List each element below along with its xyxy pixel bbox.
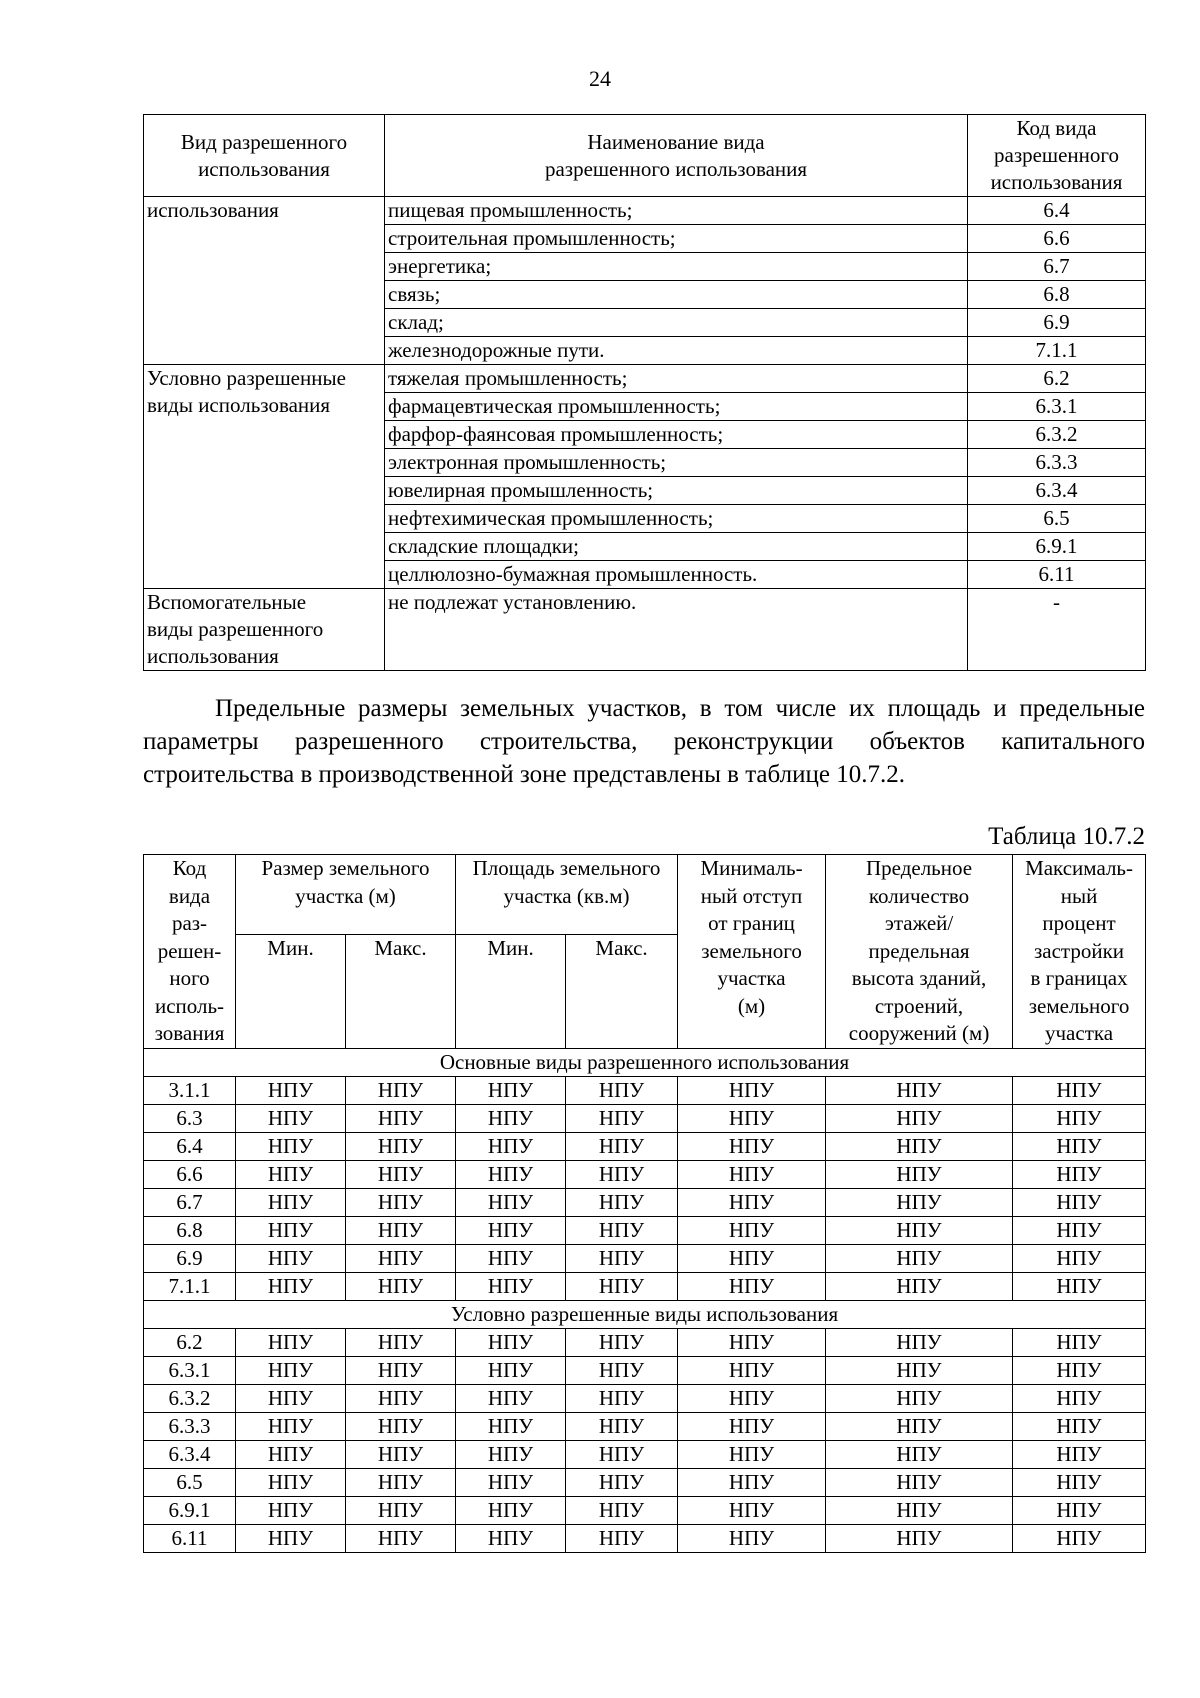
page-number: 24 — [589, 66, 611, 91]
header-max: Макс. — [566, 934, 678, 1048]
header-floors-line: количество — [868, 883, 970, 908]
row-value: НПУ — [826, 1356, 1013, 1384]
row-value: НПУ — [236, 1160, 346, 1188]
row-value: НПУ — [566, 1132, 678, 1160]
row-value: НПУ — [566, 1496, 678, 1524]
row-value: НПУ — [346, 1132, 456, 1160]
header-setback — [678, 855, 826, 1049]
table-row — [144, 1356, 1146, 1384]
row-value: НПУ — [566, 1076, 678, 1104]
table-row — [144, 1244, 1146, 1272]
row-code: 6.9.1 — [144, 1496, 236, 1524]
group-label — [144, 197, 385, 365]
row-value: НПУ — [678, 1132, 826, 1160]
row-value: НПУ — [456, 1132, 566, 1160]
table-row — [144, 1384, 1146, 1412]
row-value: НПУ — [346, 1468, 456, 1496]
row-value: НПУ — [346, 1524, 456, 1552]
row-value: НПУ — [678, 1160, 826, 1188]
header-code-line: вида — [168, 883, 211, 908]
table-row — [144, 1160, 1146, 1188]
row-code: 6.8 — [144, 1216, 236, 1244]
row-value: НПУ — [566, 1524, 678, 1552]
row-value: НПУ — [346, 1356, 456, 1384]
row-value: НПУ — [236, 1356, 346, 1384]
use-code: 6.6 — [968, 225, 1146, 253]
header-coverage-line: Максималь- — [1025, 856, 1133, 880]
row-value: НПУ — [346, 1216, 456, 1244]
row-value: НПУ — [678, 1468, 826, 1496]
row-value: НПУ — [346, 1440, 456, 1468]
section-row — [144, 1300, 1146, 1328]
table-row — [144, 197, 1146, 225]
row-value: НПУ — [1013, 1244, 1146, 1272]
table-row — [144, 1272, 1146, 1300]
use-name: энергетика; — [385, 253, 968, 281]
row-value: НПУ — [678, 1412, 826, 1440]
use-name: электронная промышленность; — [385, 449, 968, 477]
row-value: НПУ — [566, 1328, 678, 1356]
row-value: НПУ — [456, 1356, 566, 1384]
row-value: НПУ — [236, 1328, 346, 1356]
row-value: НПУ — [826, 1440, 1013, 1468]
use-code: 6.7 — [968, 253, 1146, 281]
row-value: НПУ — [566, 1160, 678, 1188]
row-value: НПУ — [456, 1412, 566, 1440]
header-setback-line: от границ — [708, 911, 795, 935]
row-value: НПУ — [346, 1272, 456, 1300]
permitted-use-table — [143, 114, 1146, 671]
use-name: фарфор-фаянсовая промышленность; — [385, 421, 968, 449]
row-value: НПУ — [566, 1188, 678, 1216]
row-value: НПУ — [826, 1160, 1013, 1188]
use-name: тяжелая промышленность; — [385, 365, 968, 393]
table-row — [144, 1440, 1146, 1468]
row-code: 6.5 — [144, 1468, 236, 1496]
use-code: 6.8 — [968, 281, 1146, 309]
table-row — [144, 1468, 1146, 1496]
row-value: НПУ — [826, 1328, 1013, 1356]
header-use-code-line: Код вида — [1016, 116, 1097, 140]
header-code-line: ного — [169, 966, 210, 990]
table-row — [144, 1328, 1146, 1356]
header-plot-area-line: Площадь земельного — [472, 856, 661, 880]
row-value: НПУ — [456, 1440, 566, 1468]
table-row — [144, 1188, 1146, 1216]
header-coverage — [1013, 855, 1146, 1049]
header-coverage-line: в границах — [1030, 966, 1128, 990]
row-value: НПУ — [826, 1244, 1013, 1272]
row-value: НПУ — [1013, 1188, 1146, 1216]
header-plot-area-line: участка (кв.м) — [503, 883, 630, 908]
row-code: 6.11 — [144, 1524, 236, 1552]
use-code: 6.5 — [968, 505, 1146, 533]
row-value: НПУ — [1013, 1440, 1146, 1468]
row-value: НПУ — [826, 1412, 1013, 1440]
use-code: 6.3.4 — [968, 477, 1146, 505]
row-value: НПУ — [236, 1496, 346, 1524]
header-floors-line: предельная — [868, 938, 970, 963]
row-value: НПУ — [236, 1468, 346, 1496]
row-value: НПУ — [456, 1272, 566, 1300]
row-value: НПУ — [456, 1104, 566, 1132]
row-value: НПУ — [566, 1272, 678, 1300]
row-value: НПУ — [826, 1272, 1013, 1300]
use-code: 6.3.2 — [968, 421, 1146, 449]
row-value: НПУ — [456, 1188, 566, 1216]
row-code: 3.1.1 — [144, 1076, 236, 1104]
row-value: НПУ — [826, 1496, 1013, 1524]
use-name: железнодорожные пути. — [385, 337, 968, 365]
row-value: НПУ — [346, 1160, 456, 1188]
header-min: Мин. — [236, 934, 346, 1048]
row-code: 6.3.3 — [144, 1412, 236, 1440]
row-value: НПУ — [566, 1244, 678, 1272]
row-value: НПУ — [1013, 1076, 1146, 1104]
row-value: НПУ — [346, 1496, 456, 1524]
row-value: НПУ — [346, 1244, 456, 1272]
header-setback-line: земельного — [701, 938, 802, 963]
row-value: НПУ — [826, 1104, 1013, 1132]
use-code: 6.11 — [968, 561, 1146, 589]
row-value: НПУ — [678, 1272, 826, 1300]
use-code: - — [968, 589, 1146, 671]
row-value: НПУ — [1013, 1132, 1146, 1160]
row-value: НПУ — [566, 1216, 678, 1244]
row-code: 7.1.1 — [144, 1272, 236, 1300]
table-row — [144, 1104, 1146, 1132]
section-row — [144, 1048, 1146, 1076]
row-value: НПУ — [566, 1384, 678, 1412]
paragraph-text: Предельные размеры земельных участков, в том числе их площадь и предельные параметры разрешенного строительства, реконструкции объектов капитального строительства в производственной зоне представлены в таблице 10.7.2. — [143, 695, 1145, 788]
row-code: 6.2 — [144, 1328, 236, 1356]
row-value: НПУ — [346, 1188, 456, 1216]
row-value: НПУ — [678, 1216, 826, 1244]
body-paragraph — [143, 692, 1145, 791]
row-value: НПУ — [346, 1076, 456, 1104]
row-value: НПУ — [826, 1384, 1013, 1412]
row-value: НПУ — [826, 1132, 1013, 1160]
use-name: нефтехимическая промышленность; — [385, 505, 968, 533]
row-value: НПУ — [826, 1076, 1013, 1104]
table-row — [144, 1076, 1146, 1104]
table-row — [144, 1524, 1146, 1552]
table-caption: Таблица 10.7.2 — [988, 823, 1145, 850]
row-value: НПУ — [566, 1412, 678, 1440]
header-use-name-line: разрешенного использования — [544, 156, 808, 181]
row-value: НПУ — [456, 1244, 566, 1272]
row-value: НПУ — [678, 1076, 826, 1104]
row-value: НПУ — [456, 1496, 566, 1524]
group-label-line: Условно разрешенные — [147, 366, 346, 390]
header-setback-line: Минималь- — [700, 856, 803, 880]
header-setback-line: ный отступ — [700, 883, 803, 908]
header-plot-size-line: участка (м) — [295, 883, 396, 908]
row-value: НПУ — [1013, 1468, 1146, 1496]
table-row — [144, 589, 1146, 671]
row-value: НПУ — [826, 1188, 1013, 1216]
table-row — [144, 1412, 1146, 1440]
row-value: НПУ — [678, 1328, 826, 1356]
row-code: 6.6 — [144, 1160, 236, 1188]
table-row — [144, 1132, 1146, 1160]
row-value: НПУ — [456, 1328, 566, 1356]
table-row — [144, 1496, 1146, 1524]
row-value: НПУ — [236, 1440, 346, 1468]
row-code: 6.3.4 — [144, 1440, 236, 1468]
group-label-line: Вспомогательные — [147, 590, 307, 614]
header-use-code — [968, 115, 1146, 197]
row-value: НПУ — [456, 1216, 566, 1244]
row-value: НПУ — [1013, 1328, 1146, 1356]
use-name: фармацевтическая промышленность; — [385, 393, 968, 421]
row-value: НПУ — [456, 1384, 566, 1412]
row-value: НПУ — [678, 1104, 826, 1132]
header-use-code-line: использования — [990, 170, 1123, 194]
use-code: 6.9 — [968, 309, 1146, 337]
header-min: Мин. — [456, 934, 566, 1048]
header-max: Макс. — [346, 934, 456, 1048]
row-value: НПУ — [678, 1384, 826, 1412]
use-code: 7.1.1 — [968, 337, 1146, 365]
use-code: 6.2 — [968, 365, 1146, 393]
use-name: не подлежат установлению. — [385, 589, 968, 671]
use-name: целлюлозно-бумажная промышленность. — [385, 561, 968, 589]
row-value: НПУ — [236, 1412, 346, 1440]
header-use-name-line: Наименование вида — [587, 129, 765, 154]
row-value: НПУ — [346, 1412, 456, 1440]
header-use-type-line: Вид разрешенного — [180, 129, 348, 154]
header-floors-line: высота зданий, — [851, 966, 987, 990]
header-code-line: раз- — [171, 911, 208, 935]
header-coverage-line: земельного — [1028, 993, 1130, 1018]
row-value: НПУ — [826, 1524, 1013, 1552]
row-value: НПУ — [678, 1244, 826, 1272]
row-value: НПУ — [346, 1384, 456, 1412]
header-row-1 — [144, 855, 1146, 935]
table-row — [144, 365, 1146, 393]
row-value: НПУ — [456, 1524, 566, 1552]
row-value: НПУ — [826, 1216, 1013, 1244]
use-code: 6.3.1 — [968, 393, 1146, 421]
group-label — [144, 589, 385, 671]
row-value: НПУ — [1013, 1160, 1146, 1188]
header-code-line: Код — [172, 856, 207, 880]
row-value: НПУ — [678, 1356, 826, 1384]
header-coverage-line: ный — [1060, 883, 1098, 908]
row-value: НПУ — [1013, 1496, 1146, 1524]
header-use-type-line: использования — [198, 156, 330, 181]
row-value: НПУ — [566, 1468, 678, 1496]
header-coverage-line: застройки — [1034, 938, 1125, 963]
header-use-code-line: разрешенного — [994, 143, 1119, 167]
header-code-line: зования — [154, 1021, 225, 1045]
header-code — [144, 855, 236, 1049]
row-value: НПУ — [678, 1440, 826, 1468]
header-use-name — [385, 115, 968, 197]
header-plot-size — [236, 855, 456, 935]
row-value: НПУ — [236, 1188, 346, 1216]
row-value: НПУ — [678, 1188, 826, 1216]
row-code: 6.7 — [144, 1188, 236, 1216]
row-value: НПУ — [236, 1524, 346, 1552]
group-label-line: использования — [147, 644, 279, 668]
section-title: Условно разрешенные виды использования — [144, 1300, 1146, 1328]
header-coverage-line: процент — [1042, 911, 1116, 935]
header-code-line: решен- — [157, 938, 222, 963]
header-floors-line: сооружений (м) — [848, 1021, 990, 1045]
row-code: 6.3.1 — [144, 1356, 236, 1384]
header-coverage-line: участка — [1044, 1021, 1114, 1045]
use-code: 6.9.1 — [968, 533, 1146, 561]
row-value: НПУ — [236, 1104, 346, 1132]
row-value: НПУ — [236, 1384, 346, 1412]
row-value: НПУ — [456, 1468, 566, 1496]
use-code: 6.4 — [968, 197, 1146, 225]
header-floors-line: этажей/ — [884, 911, 954, 935]
row-value: НПУ — [1013, 1104, 1146, 1132]
row-value: НПУ — [1013, 1524, 1146, 1552]
row-value: НПУ — [1013, 1216, 1146, 1244]
group-label-line: использования — [147, 198, 279, 222]
use-name: строительная промышленность; — [385, 225, 968, 253]
header-floors — [826, 855, 1013, 1049]
row-value: НПУ — [1013, 1356, 1146, 1384]
row-value: НПУ — [236, 1132, 346, 1160]
row-value: НПУ — [456, 1076, 566, 1104]
row-value: НПУ — [566, 1440, 678, 1468]
row-value: НПУ — [236, 1244, 346, 1272]
row-value: НПУ — [678, 1496, 826, 1524]
group-label — [144, 365, 385, 589]
row-value: НПУ — [236, 1076, 346, 1104]
header-floors-line: Предельное — [865, 856, 973, 880]
row-code: 6.4 — [144, 1132, 236, 1160]
use-name: складские площадки; — [385, 533, 968, 561]
use-name: склад; — [385, 309, 968, 337]
table-header-row — [144, 115, 1146, 197]
section-title: Основные виды разрешенного использования — [144, 1048, 1146, 1076]
plot-parameters-table — [143, 854, 1146, 1553]
row-value: НПУ — [1013, 1384, 1146, 1412]
header-floors-line: строений, — [874, 993, 964, 1018]
group-label-line: виды использования — [147, 393, 331, 417]
use-name: пищевая промышленность; — [385, 197, 968, 225]
header-setback-line: (м) — [737, 993, 766, 1018]
header-use-type — [144, 115, 385, 197]
row-value: НПУ — [678, 1524, 826, 1552]
use-code: 6.3.3 — [968, 449, 1146, 477]
row-code: 6.3.2 — [144, 1384, 236, 1412]
row-value: НПУ — [1013, 1412, 1146, 1440]
row-value: НПУ — [456, 1160, 566, 1188]
row-value: НПУ — [346, 1328, 456, 1356]
header-setback-line: участка — [717, 966, 786, 990]
row-value: НПУ — [566, 1104, 678, 1132]
row-value: НПУ — [826, 1468, 1013, 1496]
row-value: НПУ — [236, 1216, 346, 1244]
header-plot-area — [456, 855, 678, 935]
row-value: НПУ — [1013, 1272, 1146, 1300]
row-value: НПУ — [346, 1104, 456, 1132]
group-label-line: виды разрешенного — [147, 617, 324, 641]
row-value: НПУ — [566, 1356, 678, 1384]
row-code: 6.9 — [144, 1244, 236, 1272]
use-name: связь; — [385, 281, 968, 309]
row-code: 6.3 — [144, 1104, 236, 1132]
header-plot-size-line: Размер земельного — [261, 856, 430, 880]
header-code-line: исполь- — [154, 993, 225, 1018]
use-name: ювелирная промышленность; — [385, 477, 968, 505]
table-row — [144, 1216, 1146, 1244]
row-value: НПУ — [236, 1272, 346, 1300]
